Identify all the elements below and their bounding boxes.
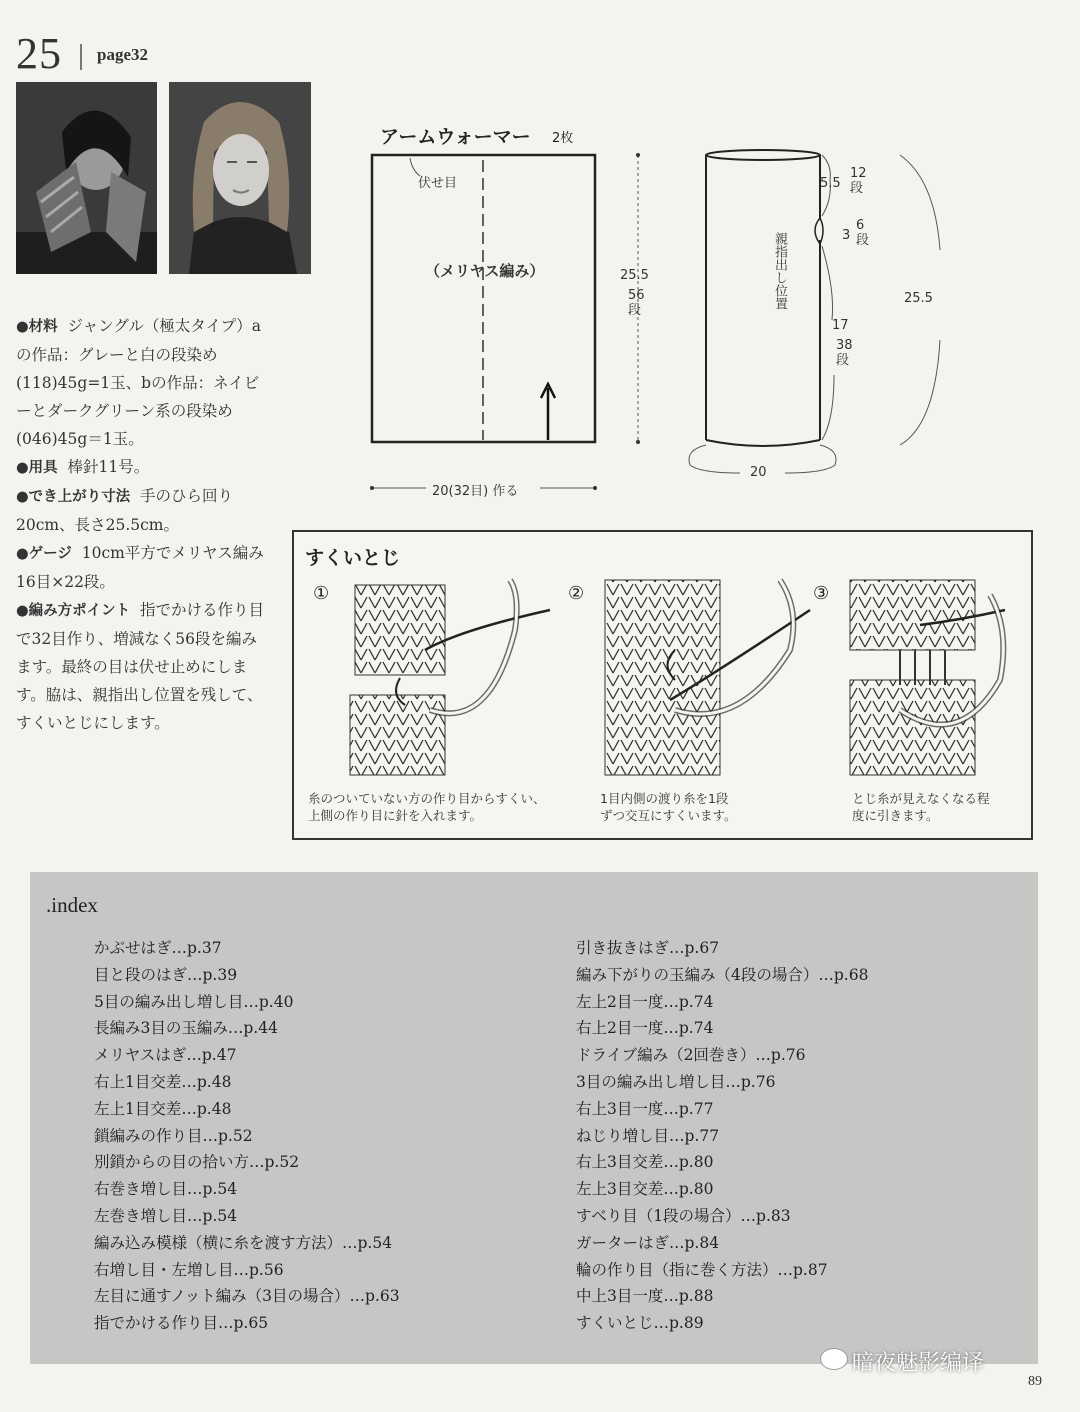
materials-text: ジャングル（極太タイプ）aの作品：グレーと白の段染め(118)45g=1玉、bの作品：ネイビーとダークグリーン系の段染め(046)45g＝1玉。	[16, 317, 262, 448]
step-1-caption	[308, 790, 546, 824]
tube-bottom-rows-unit: 段	[836, 353, 850, 368]
step-2-caption-line-1: 1目内側の渡り糸を1段	[600, 791, 729, 806]
index-entry[interactable]: 長編み3目の玉編み…p.44	[94, 1019, 278, 1038]
tools-item	[16, 453, 266, 482]
index-entry[interactable]: 左上3目交差…p.80	[576, 1180, 714, 1199]
index-entry[interactable]: 右上1目交差…p.48	[94, 1072, 232, 1091]
method-label: ●編み方ポイント	[16, 603, 131, 619]
tube-top-rows	[850, 166, 867, 196]
step-1-number: ①	[313, 583, 330, 604]
step-2-number: ②	[568, 583, 585, 604]
height-rows	[628, 288, 645, 318]
index-entry[interactable]: 編み下がりの玉編み（4段の場合）…p.68	[576, 965, 869, 984]
step-3-caption-line-1: とじ糸が見えなくなる程	[852, 791, 990, 806]
tube-bottom-rows	[836, 338, 853, 368]
tube-outline	[706, 155, 820, 440]
model-photo-b	[169, 82, 311, 274]
cast-on-label: 20(32目) 作る	[432, 484, 519, 499]
index-entry[interactable]: 目と段のはぎ…p.39	[94, 965, 238, 984]
index-entry[interactable]: 輪の作り目（指に巻く方法）…p.87	[576, 1260, 828, 1279]
step-3-upper-fabric	[850, 580, 975, 650]
tools-text: 棒針11号。	[67, 458, 150, 476]
index-entry[interactable]: 指でかける作り目…p.65	[94, 1314, 269, 1333]
height-rows-unit: 段	[628, 303, 642, 318]
height-label: 25.5	[620, 268, 649, 283]
index-entry[interactable]: 中上3目一度…p.88	[576, 1287, 714, 1306]
wechat-icon	[820, 1348, 848, 1370]
tube-top-rows-unit: 段	[850, 181, 864, 196]
size-item	[16, 482, 266, 539]
tube-bottom-rows-count: 38	[836, 338, 853, 353]
height-rows-count: 56	[628, 288, 645, 303]
watermark-text: 暗夜魅影编译	[852, 1351, 985, 1376]
step-3-caption-line-2: 度に引きます。	[852, 808, 939, 823]
sukui-toji-illustrations	[340, 570, 1020, 785]
tube-height-label: 25.5	[904, 291, 933, 306]
index-entry[interactable]: 右上3目交差…p.80	[576, 1153, 714, 1172]
index-entry[interactable]: 編み込み模様（横に糸を渡す方法）…p.54	[94, 1233, 393, 1252]
diagram-count: 2枚	[552, 131, 574, 146]
size-label: ●でき上がり寸法	[16, 489, 131, 505]
stitch-label: （メリヤス編み）	[425, 262, 545, 280]
header-divider	[80, 44, 82, 70]
index-entry[interactable]: 左目に通すノット編み（3目の場合）…p.63	[94, 1287, 400, 1306]
index-entry[interactable]: ドライブ編み（2回巻き）…p.76	[576, 1046, 806, 1065]
index-entry[interactable]: 引き抜きはぎ…p.67	[576, 939, 720, 957]
index-entry[interactable]: 右巻き増し目…p.54	[94, 1180, 238, 1199]
gauge-item	[16, 539, 266, 596]
index-entry[interactable]: 別鎖からの目の拾い方…p.52	[94, 1153, 300, 1172]
diagram-title: アームウォーマー	[380, 126, 531, 148]
index-entry[interactable]: すべり目（1段の場合）…p.83	[576, 1206, 791, 1225]
materials-item	[16, 312, 266, 453]
index-entry[interactable]: メリヤスはぎ…p.47	[94, 1046, 237, 1065]
index-column-left	[94, 935, 400, 1337]
method-item	[16, 596, 266, 737]
bind-off-label: 伏せ目	[418, 176, 458, 191]
step-3-caption	[852, 790, 990, 824]
step-1-caption-line-2: 上側の作り目に針を入れます。	[308, 808, 483, 823]
tube-top-rows-count: 12	[850, 166, 867, 181]
gauge-label: ●ゲージ	[16, 546, 72, 562]
step-1-upper-fabric	[355, 585, 445, 675]
index-entry[interactable]: ねじり増し目…p.77	[576, 1126, 720, 1145]
method-text: 指でかける作り目で32目作り、増減なく56段を編みます。最終の目は伏せ止めにします。脇は、親指出し位置を残して、すくいとじにします。	[16, 601, 265, 732]
index-entry[interactable]: すくいとじ…p.89	[576, 1314, 704, 1333]
index-entry[interactable]: 左上1目交差…p.48	[94, 1099, 232, 1118]
photo-page-reference: page32	[97, 45, 148, 64]
step-2-fabric	[605, 580, 720, 775]
index-entry[interactable]: かぶせはぎ…p.37	[94, 939, 222, 957]
tube-top-label: 5.5	[820, 176, 841, 191]
step-2-caption-line-2: ずつ交互にすくいます。	[600, 808, 737, 823]
step-3-lower-fabric	[850, 680, 975, 775]
index-entry[interactable]: 5目の編み出し増し目…p.40	[94, 992, 294, 1011]
tube-width-label: 20	[750, 465, 767, 480]
index-entry[interactable]: 鎖編みの作り目…p.52	[94, 1126, 253, 1145]
index-entry[interactable]: 右上2目一度…p.74	[576, 1019, 714, 1038]
thumb-position-label: 親指出し位置	[772, 232, 787, 310]
page-number: 89	[1028, 1374, 1042, 1389]
pattern-number: 25	[16, 29, 62, 78]
model-photo-a	[16, 82, 157, 274]
index-entry[interactable]: 左上2目一度…p.74	[576, 992, 714, 1011]
thumb-rows-count: 6	[856, 218, 865, 233]
index-entry[interactable]: ガーターはぎ…p.84	[576, 1233, 720, 1252]
index-entry[interactable]: 右増し目・左増し目…p.56	[94, 1260, 284, 1279]
materials-list	[16, 312, 266, 737]
thumb-label: 3	[842, 228, 851, 243]
index-title: .index	[46, 893, 98, 917]
thumb-rows	[856, 218, 869, 248]
tools-label: ●用具	[16, 460, 58, 476]
sukui-toji-title: すくいとじ	[305, 547, 401, 569]
step-1-lower-fabric	[350, 695, 445, 775]
index-entry[interactable]: 3目の編み出し増し目…p.76	[576, 1072, 776, 1091]
index-column-right	[576, 935, 868, 1337]
step-1-caption-line-1: 糸のついていない方の作り目からすくい、	[308, 791, 546, 806]
gauge-text: 10cm平方でメリヤス編み16目×22段。	[16, 544, 264, 591]
thumb-rows-unit: 段	[856, 233, 870, 248]
tube-bottom-label: 17	[832, 318, 849, 333]
index-entry[interactable]: 右上3目一度…p.77	[576, 1099, 714, 1118]
size-text: 手のひら回り20cm、長さ25.5cm。	[16, 487, 234, 534]
materials-label: ●材料	[16, 319, 58, 335]
armwarmer-diagram	[360, 140, 960, 510]
step-2-caption	[600, 790, 737, 824]
step-3-number: ③	[813, 583, 830, 604]
index-entry[interactable]: 左巻き増し目…p.54	[94, 1206, 238, 1225]
